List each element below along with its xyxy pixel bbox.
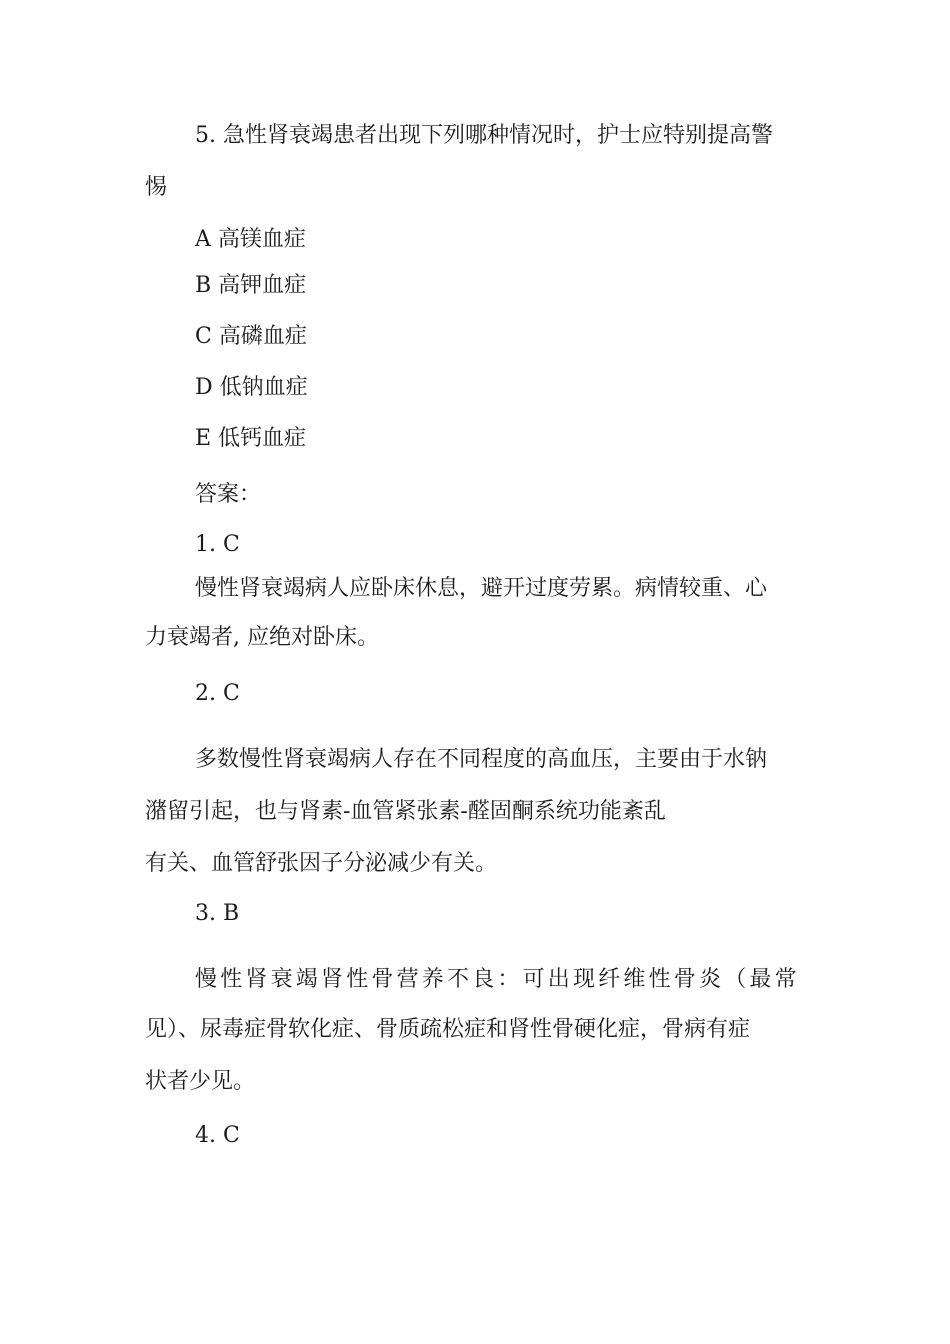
option-d: D 低钠血症 — [195, 375, 308, 400]
option-b: B 高钾血症 — [195, 273, 307, 298]
option-e: E 低钙血症 — [195, 426, 307, 451]
question-5-stem-continued: 惕 — [145, 175, 168, 200]
answer-2-explanation-cont: 潴留引起，也与肾素-血管紧张素-醛固酮系统功能紊乱 — [145, 799, 666, 824]
question-5-stem: 5. 急性肾衰竭患者出现下列哪种情况时，护士应特别提高警 — [195, 123, 773, 148]
answer-2-label: 2. C — [195, 681, 240, 706]
answer-2-explanation-cont2: 有关、血管舒张因子分泌减少有关。 — [145, 851, 498, 876]
answer-1-explanation-cont: 力衰竭者, 应绝对卧床。 — [145, 625, 379, 650]
answer-2-explanation: 多数慢性肾衰竭病人存在不同程度的高血压，主要由于水钠 — [195, 747, 768, 772]
answer-1-label: 1. C — [195, 532, 240, 557]
answer-1-explanation: 慢性肾衰竭病人应卧床休息，避开过度劳累。病情较重、心 — [195, 576, 768, 601]
answer-3-explanation-cont2: 状者少见。 — [145, 1069, 256, 1094]
answer-3-explanation: 慢性肾衰竭肾性骨营养不良：可出现纤维性骨炎（最常 — [195, 967, 800, 992]
option-c: C 高磷血症 — [195, 324, 307, 349]
answer-4-label: 4. C — [195, 1123, 240, 1148]
answers-heading: 答案： — [195, 482, 262, 507]
answer-3-explanation-cont: 见）、尿毒症骨软化症、骨质疏松症和肾性骨硬化症，骨病有症 — [145, 1017, 751, 1042]
option-a: A 高镁血症 — [195, 227, 306, 252]
answer-3-label: 3. B — [195, 901, 240, 926]
